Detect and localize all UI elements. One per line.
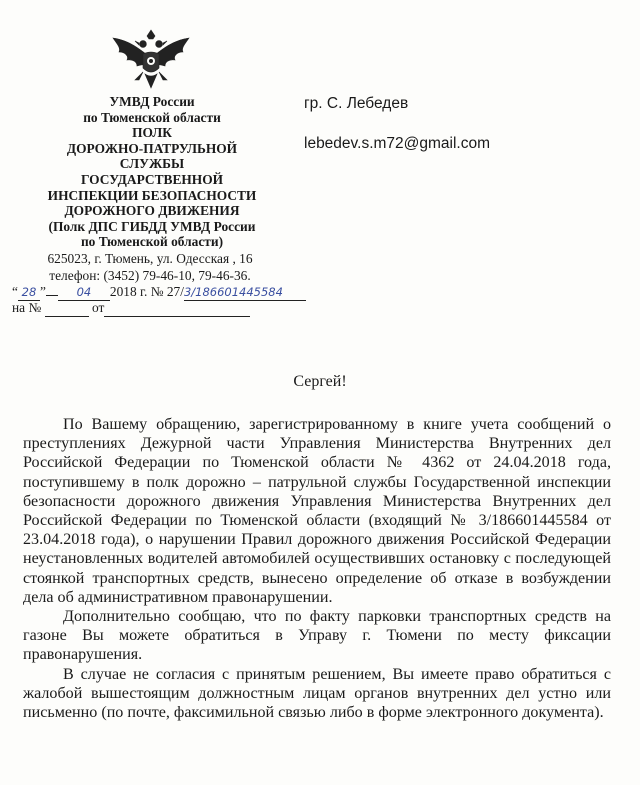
date-day: 28 bbox=[21, 285, 37, 299]
letterhead-line: СЛУЖБЫ bbox=[119, 156, 185, 172]
date-close-quote: ” bbox=[39, 284, 46, 299]
letterhead-line: ИНСПЕКЦИИ БЕЗОПАСНОСТИ bbox=[47, 187, 257, 203]
letter-body bbox=[23, 415, 611, 722]
reference-line bbox=[12, 300, 250, 317]
paragraph: Дополнительно сообщаю, что по факту парковки транспортных средств на газоне Вы можете обратиться в Управу г. Тюмени по месту фиксации правонарушения. bbox=[23, 608, 611, 664]
reg-number-field bbox=[184, 284, 306, 301]
paragraph: По Вашему обращению, зарегистрированному в книге учета сообщений о преступлениях Дежурной части Управления Министерства Внутренних дел Российской Федерации по Тюменской области № 4362 от 24.04.2018 года, поступившему в полк дорожно – патрульной службы Государственной инспекции безопасности дорожного движения Управления Министерства Внутренних дел Российской Федерации по Тюменской области (входящий № 3/186601445584 от 23.04.2018 года), о нарушении Правил дорожного движения Российской Федерации неустановленных водителей автомобилей осуществивших остановку с последующей стоянкой транспортных средств, вынесено определение об отказе в возбуждении дела об административном правонарушении. bbox=[23, 416, 611, 606]
date-month: 04 bbox=[76, 285, 92, 299]
greeting: Сергей! bbox=[293, 373, 347, 390]
reg-number: 3/186601445584 bbox=[183, 285, 283, 299]
recipient-name: гр. С. Лебедев bbox=[304, 95, 409, 112]
double-headed-eagle-emblem-icon bbox=[107, 28, 195, 96]
paragraph: В случае не согласия с принятым решением, Вы имеете право обратиться с жалобой вышестоящим должностным лицам органов внутренних дел устно или письменно (по почте, факсимильной связью либо в форме электронного документа). bbox=[23, 665, 611, 722]
letterhead-line: по Тюменской области) bbox=[80, 234, 224, 250]
ref-from: от bbox=[91, 300, 105, 315]
letterhead-line: ПОЛК bbox=[132, 125, 172, 141]
letterhead-address: 625023, г. Тюмень, ул. Одесская , 16 bbox=[47, 251, 253, 266]
letterhead-line: УМВД России bbox=[109, 94, 195, 109]
ref-prefix: на № bbox=[12, 300, 42, 315]
letterhead-line: (Полк ДПС ГИБДД УМВД России bbox=[48, 218, 256, 234]
date-line bbox=[12, 284, 306, 301]
date-gap bbox=[46, 295, 58, 296]
ref-date-field bbox=[104, 300, 250, 317]
date-year-text: 2018 г. № 27/ bbox=[109, 284, 184, 299]
date-open-quote: “ bbox=[12, 284, 18, 299]
letterhead bbox=[18, 94, 286, 250]
letterhead-line: ДОРОЖНОГО ДВИЖЕНИЯ bbox=[64, 203, 240, 219]
recipient-email: lebedev.s.m72@gmail.com bbox=[304, 135, 491, 152]
letterhead-line: по Тюменской области bbox=[83, 109, 221, 125]
ref-number-field bbox=[45, 300, 89, 317]
letterhead-line: ГОСУДАРСТВЕННОЙ bbox=[80, 171, 224, 187]
date-day-field bbox=[18, 284, 40, 301]
date-month-field bbox=[58, 284, 110, 301]
letterhead-phone: телефон: (3452) 79-46-10, 79-46-36. bbox=[49, 268, 251, 283]
letterhead-line: ДОРОЖНО-ПАТРУЛЬНОЙ bbox=[66, 140, 238, 156]
